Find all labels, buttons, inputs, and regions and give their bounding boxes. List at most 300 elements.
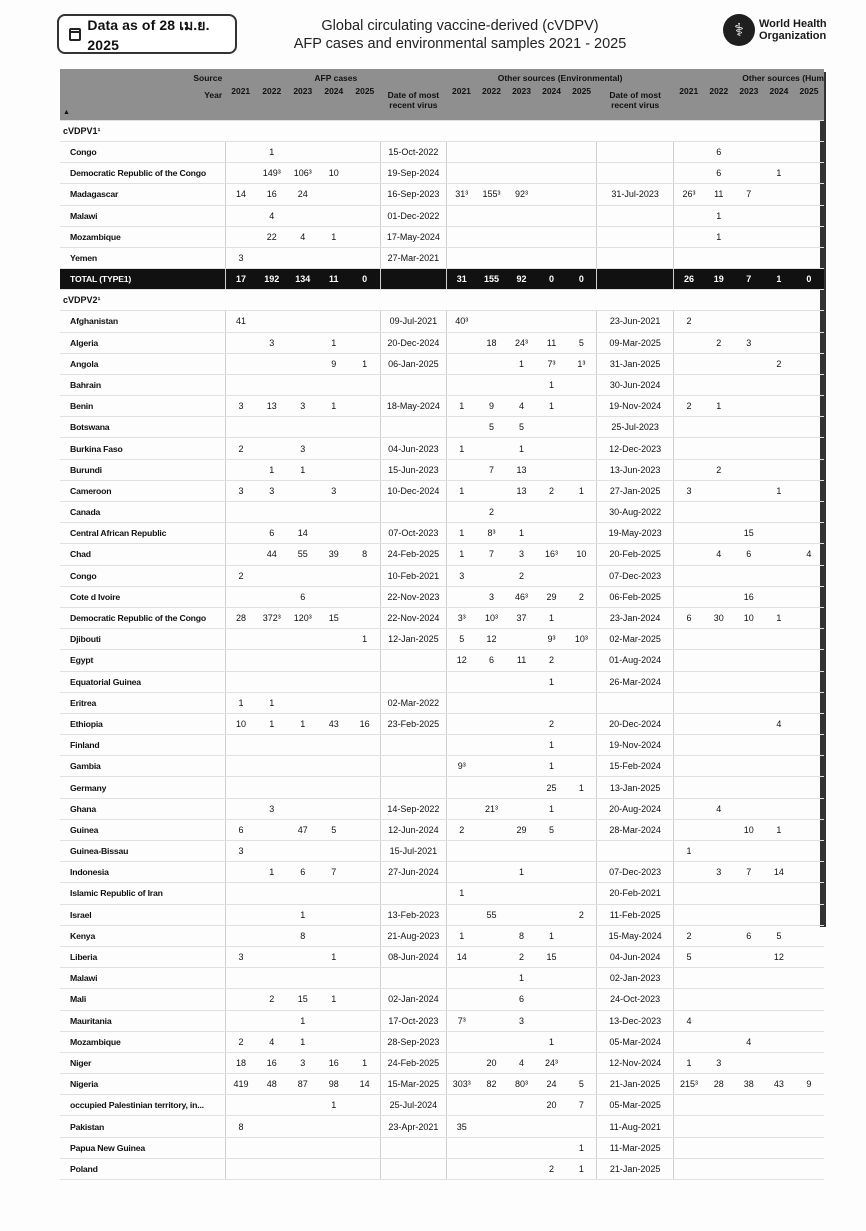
hum-2024-cell: 1 — [764, 480, 794, 501]
afp-2021-cell — [225, 650, 256, 671]
hum-2025-cell — [794, 904, 824, 925]
hum-2024-cell — [764, 756, 794, 777]
env-2022-cell — [476, 883, 506, 904]
country-name: Democratic Republic of the Congo — [60, 607, 225, 628]
afp-2022-cell — [256, 1116, 287, 1137]
afp-2025-cell — [349, 247, 380, 268]
table-row — [60, 565, 824, 586]
env-2023-cell — [507, 713, 537, 734]
env-group-header: Other sources (Environmental) — [446, 69, 673, 86]
env-2024-cell: 2 — [537, 1158, 567, 1179]
table-row — [60, 629, 824, 650]
afp-2021-cell — [225, 1095, 256, 1116]
hum-2022-cell — [704, 523, 734, 544]
country-name: Finland — [60, 735, 225, 756]
afp-2025-cell — [349, 904, 380, 925]
afp-2025-cell — [349, 1010, 380, 1031]
env-2022-cell — [476, 756, 506, 777]
env-2023-cell — [507, 629, 537, 650]
hum-2022-cell — [704, 883, 734, 904]
hum-2025-cell — [794, 968, 824, 989]
afp-2021-cell: 14 — [225, 184, 256, 205]
country-name: Cameroon — [60, 480, 225, 501]
afp-2022-cell: 2 — [256, 989, 287, 1010]
env-year-headers — [446, 86, 596, 121]
env-2023-cell: 13 — [507, 459, 537, 480]
env-2025-cell — [567, 184, 597, 205]
hum-2022-cell — [704, 247, 734, 268]
hum-2023-cell — [734, 163, 764, 184]
env-2024-cell — [537, 1010, 567, 1031]
table-row — [60, 353, 824, 374]
hum-2024-cell — [764, 374, 794, 395]
afp-2025-cell: 0 — [349, 269, 380, 290]
hum-2024-cell — [764, 544, 794, 565]
env-2025-cell — [567, 523, 597, 544]
afp-2023-cell — [287, 247, 318, 268]
hum-2025-cell — [794, 692, 824, 713]
env-2024-cell — [537, 247, 567, 268]
hum-2023-cell — [734, 1137, 764, 1158]
hum-2021-cell: 26 — [674, 269, 704, 290]
afp-date-cell: 10-Feb-2021 — [380, 565, 446, 586]
afp-2023-cell — [287, 1095, 318, 1116]
table-row — [60, 502, 824, 523]
env-2022-cell: 18 — [476, 332, 506, 353]
table-row — [60, 374, 824, 395]
country-name: Djibouti — [60, 629, 225, 650]
afp-date-cell — [380, 650, 446, 671]
env-2025-cell: 1 — [567, 777, 597, 798]
afp-2021-cell — [225, 862, 256, 883]
hum-2023-cell — [734, 756, 764, 777]
hum-2022-cell: 4 — [704, 798, 734, 819]
afp-2025-cell — [349, 756, 380, 777]
afp-2022-cell: 13 — [256, 396, 287, 417]
sort-arrow-icon[interactable]: ▲ — [63, 109, 70, 116]
afp-date-cell: 27-Mar-2021 — [380, 247, 446, 268]
hum-2023-cell — [734, 438, 764, 459]
hum-2023-cell — [734, 502, 764, 523]
env-2022-cell — [476, 1158, 506, 1179]
afp-date-cell: 19-Sep-2024 — [380, 163, 446, 184]
hum-2025-cell — [794, 353, 824, 374]
env-2024-cell — [537, 1137, 567, 1158]
env-date-cell: 21-Jan-2025 — [597, 1074, 674, 1095]
afp-2023-cell — [287, 946, 318, 967]
afp-2025-cell: 1 — [349, 629, 380, 650]
hum-2023-cell: 10 — [734, 819, 764, 840]
afp-date-cell: 22-Nov-2024 — [380, 607, 446, 628]
env-2021-cell — [446, 502, 476, 523]
country-name: occupied Palestinian territory, in... — [60, 1095, 225, 1116]
country-name: Ghana — [60, 798, 225, 819]
hum-2021-cell — [674, 459, 704, 480]
afp-2024-cell — [318, 502, 349, 523]
hum-2021-cell: 6 — [674, 607, 704, 628]
country-name: Ethiopia — [60, 713, 225, 734]
hum-2021-cell — [674, 1116, 704, 1137]
env-2022-cell: 12 — [476, 629, 506, 650]
afp-2022-cell: 3 — [256, 798, 287, 819]
hum-2021-cell — [674, 142, 704, 163]
afp-2024-cell: 1 — [318, 1095, 349, 1116]
year-header-2023: 2023 — [512, 86, 531, 96]
year-header-row — [60, 86, 824, 121]
env-2023-cell — [507, 1116, 537, 1137]
env-2021-cell — [446, 459, 476, 480]
hum-2023-cell: 6 — [734, 544, 764, 565]
afp-2023-cell: 1 — [287, 459, 318, 480]
hum-2022-cell — [704, 353, 734, 374]
env-2022-cell — [476, 247, 506, 268]
hum-2025-cell — [794, 841, 824, 862]
afp-2023-cell — [287, 502, 318, 523]
table-row — [60, 671, 824, 692]
country-name: Egypt — [60, 650, 225, 671]
hum-2025-cell — [794, 671, 824, 692]
afp-2021-cell: 1 — [225, 692, 256, 713]
afp-2025-cell — [349, 671, 380, 692]
hum-2025-cell — [794, 502, 824, 523]
hum-2023-cell — [734, 1158, 764, 1179]
table-row — [60, 692, 824, 713]
env-date-cell — [597, 205, 674, 226]
hum-2025-cell — [794, 184, 824, 205]
env-2023-cell: 8 — [507, 925, 537, 946]
hum-2024-cell — [764, 629, 794, 650]
afp-2023-cell: 1 — [287, 1010, 318, 1031]
env-2025-cell — [567, 502, 597, 523]
env-2023-cell: 1 — [507, 438, 537, 459]
table-row — [60, 480, 824, 501]
afp-2021-cell — [225, 925, 256, 946]
env-date-cell: 15-May-2024 — [597, 925, 674, 946]
hum-2021-cell — [674, 777, 704, 798]
env-2023-cell: 11 — [507, 650, 537, 671]
country-name: Benin — [60, 396, 225, 417]
afp-2025-cell — [349, 607, 380, 628]
country-name: Malawi — [60, 968, 225, 989]
table-row — [60, 756, 824, 777]
env-date-cell: 21-Jan-2025 — [597, 1158, 674, 1179]
hum-2021-cell — [674, 692, 704, 713]
hum-2022-cell — [704, 756, 734, 777]
env-2024-cell — [537, 1116, 567, 1137]
hum-2024-cell — [764, 205, 794, 226]
afp-2025-cell — [349, 925, 380, 946]
hum-2025-cell — [794, 480, 824, 501]
afp-2021-cell — [225, 798, 256, 819]
afp-2022-cell — [256, 502, 287, 523]
env-2023-cell: 4 — [507, 396, 537, 417]
afp-date-cell: 20-Dec-2024 — [380, 332, 446, 353]
afp-date-cell: 14-Sep-2022 — [380, 798, 446, 819]
env-date-cell: 04-Jun-2024 — [597, 946, 674, 967]
country-name: Yemen — [60, 247, 225, 268]
afp-date-cell: 02-Mar-2022 — [380, 692, 446, 713]
hum-2021-cell — [674, 247, 704, 268]
afp-2022-cell — [256, 629, 287, 650]
afp-2023-cell — [287, 692, 318, 713]
env-2024-cell: 1 — [537, 756, 567, 777]
country-name: Central African Republic — [60, 523, 225, 544]
env-2022-cell — [476, 438, 506, 459]
country-name: Pakistan — [60, 1116, 225, 1137]
hum-2025-cell — [794, 756, 824, 777]
afp-2021-cell — [225, 735, 256, 756]
hum-2024-cell — [764, 650, 794, 671]
hum-2024-cell — [764, 311, 794, 332]
env-date-cell: 06-Feb-2025 — [597, 586, 674, 607]
afp-2021-cell — [225, 777, 256, 798]
afp-date-cell: 12-Jun-2024 — [380, 819, 446, 840]
afp-2025-cell — [349, 692, 380, 713]
hum-2023-cell — [734, 883, 764, 904]
afp-date-cell: 28-Sep-2023 — [380, 1031, 446, 1052]
afp-2024-cell: 3 — [318, 480, 349, 501]
env-date-cell: 25-Jul-2023 — [597, 417, 674, 438]
hum-2023-cell — [734, 904, 764, 925]
hum-2025-cell — [794, 607, 824, 628]
env-2024-cell: 1 — [537, 735, 567, 756]
afp-2021-cell — [225, 904, 256, 925]
calendar-icon — [69, 28, 81, 41]
table-row — [60, 205, 824, 226]
env-2025-cell — [567, 968, 597, 989]
afp-2024-cell: 39 — [318, 544, 349, 565]
env-2022-cell — [476, 671, 506, 692]
table-row — [60, 1158, 824, 1179]
afp-2023-cell — [287, 798, 318, 819]
hum-2021-cell — [674, 650, 704, 671]
afp-2022-cell: 372³ — [256, 607, 287, 628]
env-date-cell: 15-Feb-2024 — [597, 756, 674, 777]
year-header-2022: 2022 — [262, 86, 282, 96]
afp-2024-cell — [318, 756, 349, 777]
country-name: Democratic Republic of the Congo — [60, 163, 225, 184]
afp-2022-cell — [256, 586, 287, 607]
afp-2023-cell — [287, 883, 318, 904]
afp-2021-cell — [225, 671, 256, 692]
hum-2024-cell — [764, 989, 794, 1010]
hum-2021-cell — [674, 819, 704, 840]
hum-2024-cell — [764, 1116, 794, 1137]
afp-2022-cell: 16 — [256, 184, 287, 205]
afp-2024-cell — [318, 692, 349, 713]
env-2024-cell: 25 — [537, 777, 567, 798]
afp-2022-cell — [256, 946, 287, 967]
hum-2022-cell — [704, 650, 734, 671]
hum-2021-cell — [674, 1137, 704, 1158]
env-2025-cell — [567, 163, 597, 184]
env-2024-cell: 1 — [537, 607, 567, 628]
env-date-cell: 13-Dec-2023 — [597, 1010, 674, 1031]
env-2023-cell — [507, 1158, 537, 1179]
hum-2023-cell — [734, 565, 764, 586]
env-2025-cell — [567, 946, 597, 967]
hum-2023-cell — [734, 713, 764, 734]
env-2023-cell — [507, 798, 537, 819]
env-2023-cell — [507, 777, 537, 798]
afp-2021-cell: 2 — [225, 565, 256, 586]
env-2021-cell: 1 — [446, 438, 476, 459]
hum-2021-cell: 2 — [674, 925, 704, 946]
hum-2021-cell — [674, 502, 704, 523]
env-date-cell — [597, 163, 674, 184]
env-2022-cell — [476, 226, 506, 247]
afp-2023-cell — [287, 1137, 318, 1158]
afp-2023-cell — [287, 332, 318, 353]
env-2023-cell — [507, 205, 537, 226]
hum-2025-cell: 0 — [794, 269, 824, 290]
env-date-cell: 26-Mar-2024 — [597, 671, 674, 692]
env-2022-cell — [476, 862, 506, 883]
afp-2024-cell: 10 — [318, 163, 349, 184]
country-name: Cote d Ivoire — [60, 586, 225, 607]
table-row — [60, 226, 824, 247]
env-2024-cell — [537, 417, 567, 438]
env-2021-cell: 1 — [446, 883, 476, 904]
env-2024-cell: 1 — [537, 798, 567, 819]
hum-2025-cell — [794, 1095, 824, 1116]
afp-2023-cell: 120³ — [287, 607, 318, 628]
table-row — [60, 946, 824, 967]
afp-date-cell: 17-Oct-2023 — [380, 1010, 446, 1031]
afp-2022-cell — [256, 565, 287, 586]
country-name: Germany — [60, 777, 225, 798]
hum-2022-cell: 1 — [704, 396, 734, 417]
table-row — [60, 586, 824, 607]
env-date-cell: 12-Dec-2023 — [597, 438, 674, 459]
hum-2022-cell — [704, 968, 734, 989]
afp-2022-cell — [256, 756, 287, 777]
hum-2021-cell — [674, 586, 704, 607]
afp-2021-cell: 3 — [225, 396, 256, 417]
env-2022-cell: 7 — [476, 544, 506, 565]
afp-2023-cell — [287, 417, 318, 438]
country-name: Gambia — [60, 756, 225, 777]
env-2024-cell: 24 — [537, 1074, 567, 1095]
afp-2022-cell — [256, 353, 287, 374]
hum-2025-cell: 9 — [794, 1074, 824, 1095]
env-2022-cell — [476, 713, 506, 734]
afp-2025-cell — [349, 205, 380, 226]
env-date-cell — [597, 142, 674, 163]
env-date-cell: 31-Jul-2023 — [597, 184, 674, 205]
country-name: Malawi — [60, 205, 225, 226]
env-2022-cell — [476, 565, 506, 586]
env-2022-cell: 21³ — [476, 798, 506, 819]
afp-2025-cell — [349, 374, 380, 395]
year-header-2022: 2022 — [482, 86, 501, 96]
table-row — [60, 1010, 824, 1031]
env-2024-cell — [537, 968, 567, 989]
cvdpv-table-container — [60, 69, 824, 1180]
env-2021-cell — [446, 713, 476, 734]
hum-2021-cell — [674, 629, 704, 650]
afp-2025-cell — [349, 459, 380, 480]
env-2024-cell — [537, 438, 567, 459]
env-2021-cell — [446, 904, 476, 925]
table-row — [60, 544, 824, 565]
afp-2023-cell: 4 — [287, 226, 318, 247]
hum-2021-cell — [674, 1158, 704, 1179]
hum-2022-cell — [704, 1116, 734, 1137]
hum-2023-cell — [734, 692, 764, 713]
hum-2025-cell — [794, 1031, 824, 1052]
afp-2024-cell — [318, 184, 349, 205]
hum-2024-cell — [764, 1095, 794, 1116]
env-date-cell: 13-Jun-2023 — [597, 459, 674, 480]
env-2022-cell: 7 — [476, 459, 506, 480]
env-2022-cell: 8³ — [476, 523, 506, 544]
env-2022-cell — [476, 946, 506, 967]
env-2021-cell: 1 — [446, 480, 476, 501]
hum-2023-cell — [734, 798, 764, 819]
afp-2023-cell: 87 — [287, 1074, 318, 1095]
table-body — [60, 121, 824, 1180]
afp-2021-cell: 3 — [225, 841, 256, 862]
afp-2024-cell — [318, 968, 349, 989]
env-2024-cell — [537, 862, 567, 883]
afp-2021-cell — [225, 883, 256, 904]
env-2023-cell: 1 — [507, 968, 537, 989]
env-date-header: Date of most recent virus — [597, 86, 674, 121]
env-2021-cell — [446, 798, 476, 819]
hum-2023-cell — [734, 1010, 764, 1031]
env-2021-cell: 14 — [446, 946, 476, 967]
env-2023-cell — [507, 247, 537, 268]
afp-date-cell: 02-Jan-2024 — [380, 989, 446, 1010]
env-2021-cell: 31 — [446, 269, 476, 290]
hum-2022-cell — [704, 713, 734, 734]
env-2022-cell: 10³ — [476, 607, 506, 628]
table-row — [60, 311, 824, 332]
env-2022-cell — [476, 925, 506, 946]
afp-2024-cell: 43 — [318, 713, 349, 734]
afp-2024-cell — [318, 925, 349, 946]
env-date-cell: 09-Mar-2025 — [597, 332, 674, 353]
env-2025-cell — [567, 713, 597, 734]
afp-2025-cell — [349, 862, 380, 883]
country-name: Mozambique — [60, 226, 225, 247]
env-date-cell: 23-Jun-2021 — [597, 311, 674, 332]
env-date-cell: 11-Aug-2021 — [597, 1116, 674, 1137]
hum-2021-cell — [674, 798, 704, 819]
env-2024-cell: 11 — [537, 332, 567, 353]
afp-2021-cell — [225, 1158, 256, 1179]
afp-2021-cell: 28 — [225, 607, 256, 628]
hum-2023-cell — [734, 396, 764, 417]
env-2021-cell — [446, 735, 476, 756]
hum-2021-cell — [674, 374, 704, 395]
env-date-cell: 20-Dec-2024 — [597, 713, 674, 734]
env-2021-cell: 1 — [446, 396, 476, 417]
hum-2021-cell — [674, 735, 704, 756]
env-2021-cell — [446, 163, 476, 184]
afp-2025-cell — [349, 502, 380, 523]
afp-date-cell: 01-Dec-2022 — [380, 205, 446, 226]
afp-2025-cell — [349, 735, 380, 756]
table-row — [60, 1116, 824, 1137]
country-name: Afghanistan — [60, 311, 225, 332]
afp-2023-cell: 47 — [287, 819, 318, 840]
env-date-cell: 13-Jan-2025 — [597, 777, 674, 798]
afp-2022-cell — [256, 247, 287, 268]
hum-2022-cell — [704, 735, 734, 756]
env-2024-cell — [537, 565, 567, 586]
